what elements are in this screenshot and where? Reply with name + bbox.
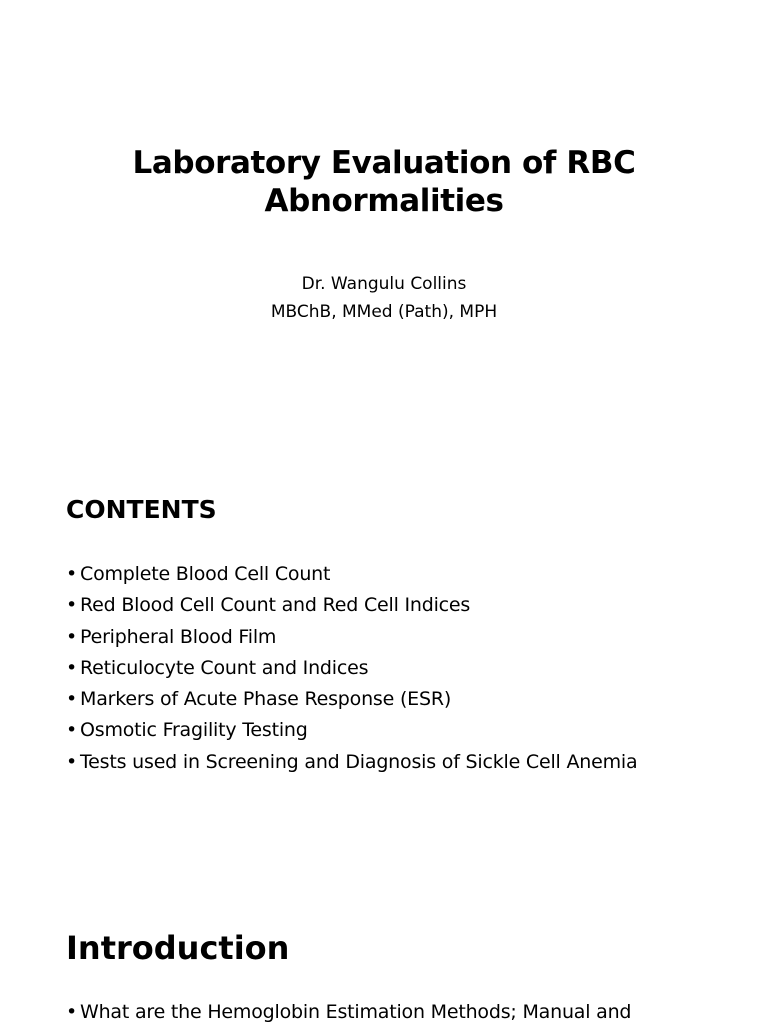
list-item-text: Tests used in Screening and Diagnosis of Sickle Cell Anemia <box>80 750 638 773</box>
list-item-text: Osmotic Fragility Testing <box>80 719 308 742</box>
bullet-glyph: • <box>66 688 78 711</box>
list-item-text: Peripheral Blood Film <box>80 625 277 648</box>
list-item <box>66 590 637 621</box>
list-item-text: Complete Blood Cell Count <box>80 563 331 585</box>
contents-slide <box>0 420 768 900</box>
bullet-glyph: • <box>66 594 78 617</box>
list-item <box>66 747 637 778</box>
introduction-heading: Introduction <box>66 929 290 967</box>
list-item-text: Markers of Acute Phase Response (ESR) <box>80 688 452 711</box>
bullet-glyph: • <box>66 1001 78 1023</box>
contents-heading: CONTENTS <box>66 495 217 524</box>
list-item-text: Reticulocyte Count and Indices <box>80 656 369 679</box>
bullet-glyph: • <box>66 719 78 742</box>
presentation-title: Laboratory Evaluation of RBC Abnormalities <box>132 145 636 219</box>
author-block <box>0 270 768 326</box>
introduction-list <box>66 997 631 1024</box>
bullet-glyph: • <box>66 656 78 679</box>
author-credentials: MBChB, MMed (Path), MPH <box>270 302 498 322</box>
list-item <box>66 997 631 1024</box>
bullet-glyph: • <box>66 625 78 648</box>
list-item <box>66 622 637 653</box>
author-name: Dr. Wangulu Collins <box>301 274 467 294</box>
introduction-slide <box>0 900 768 1024</box>
title-slide <box>0 0 768 420</box>
list-item <box>66 684 637 715</box>
list-item <box>66 559 637 590</box>
bullet-glyph: • <box>66 750 78 773</box>
contents-list <box>66 559 637 778</box>
list-item-text: What are the Hemoglobin Estimation Methods; Manual and <box>80 1001 632 1023</box>
list-item <box>66 715 637 746</box>
bullet-glyph: • <box>66 563 78 585</box>
list-item <box>66 653 637 684</box>
list-item-text: Red Blood Cell Count and Red Cell Indices <box>80 594 471 617</box>
